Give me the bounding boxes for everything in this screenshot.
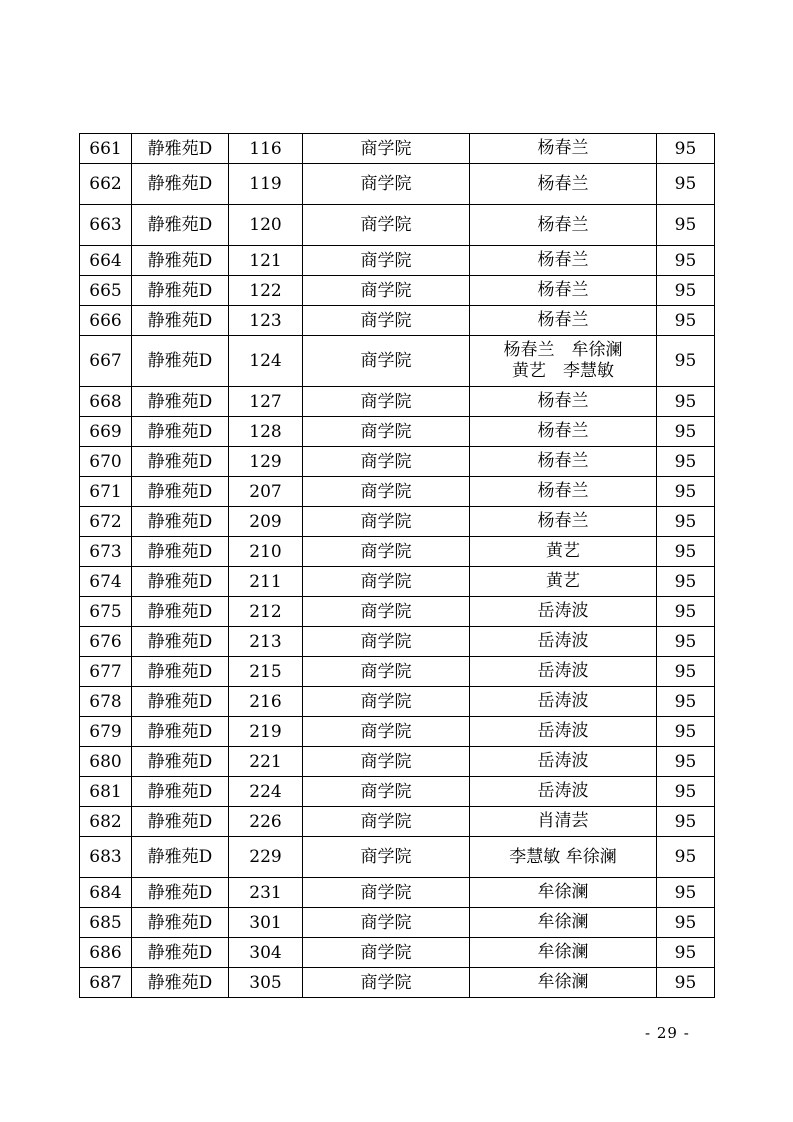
inspector-names-cell <box>470 717 657 747</box>
row-number-cell: 687 <box>80 968 132 998</box>
score-cell: 95 <box>657 164 715 205</box>
inspector-names-line: 杨春兰 <box>537 138 589 158</box>
inspector-names-cell <box>470 657 657 687</box>
building-cell: 静雅苑D <box>132 336 229 387</box>
room-number-cell: 120 <box>229 205 303 246</box>
score-cell: 95 <box>657 837 715 878</box>
table-row <box>80 657 715 687</box>
building-cell: 静雅苑D <box>132 567 229 597</box>
row-number-cell: 663 <box>80 205 132 246</box>
inspector-names-cell <box>470 537 657 567</box>
table-row <box>80 687 715 717</box>
room-number-cell: 216 <box>229 687 303 717</box>
dormitory-score-table-wrapper <box>79 133 714 998</box>
inspector-names-cell <box>470 878 657 908</box>
room-number-cell: 210 <box>229 537 303 567</box>
score-cell: 95 <box>657 777 715 807</box>
row-number-cell: 664 <box>80 246 132 276</box>
building-cell: 静雅苑D <box>132 938 229 968</box>
table-row <box>80 276 715 306</box>
inspector-names-cell <box>470 276 657 306</box>
inspector-names-line: 岳涛波 <box>537 661 589 681</box>
score-cell: 95 <box>657 567 715 597</box>
inspector-names-cell <box>470 336 657 387</box>
inspector-names-line: 牟徐澜 <box>537 942 589 962</box>
building-cell: 静雅苑D <box>132 417 229 447</box>
room-number-cell: 212 <box>229 597 303 627</box>
building-cell: 静雅苑D <box>132 717 229 747</box>
score-cell: 95 <box>657 246 715 276</box>
inspector-names-line: 牟徐澜 <box>537 912 589 932</box>
table-row <box>80 306 715 336</box>
inspector-names-line: 杨春兰 <box>537 280 589 300</box>
score-cell: 95 <box>657 938 715 968</box>
row-number-cell: 662 <box>80 164 132 205</box>
row-number-cell: 670 <box>80 447 132 477</box>
inspector-names-line: 黄艺 <box>546 571 580 591</box>
table-row <box>80 968 715 998</box>
inspector-names-cell <box>470 306 657 336</box>
table-row <box>80 477 715 507</box>
score-cell: 95 <box>657 306 715 336</box>
inspector-names-line: 黄艺 李慧敏 <box>512 361 614 381</box>
score-cell: 95 <box>657 205 715 246</box>
building-cell: 静雅苑D <box>132 597 229 627</box>
table-row <box>80 447 715 477</box>
row-number-cell: 675 <box>80 597 132 627</box>
building-cell: 静雅苑D <box>132 246 229 276</box>
college-cell: 商学院 <box>303 567 470 597</box>
room-number-cell: 116 <box>229 134 303 164</box>
room-number-cell: 127 <box>229 387 303 417</box>
building-cell: 静雅苑D <box>132 387 229 417</box>
room-number-cell: 304 <box>229 938 303 968</box>
score-cell: 95 <box>657 908 715 938</box>
college-cell: 商学院 <box>303 837 470 878</box>
college-cell: 商学院 <box>303 477 470 507</box>
table-row <box>80 246 715 276</box>
table-row <box>80 938 715 968</box>
inspector-names-line: 杨春兰 <box>537 214 589 235</box>
college-cell: 商学院 <box>303 657 470 687</box>
room-number-cell: 219 <box>229 717 303 747</box>
score-cell: 95 <box>657 597 715 627</box>
building-cell: 静雅苑D <box>132 747 229 777</box>
score-cell: 95 <box>657 417 715 447</box>
room-number-cell: 213 <box>229 627 303 657</box>
building-cell: 静雅苑D <box>132 777 229 807</box>
inspector-names-cell <box>470 417 657 447</box>
college-cell: 商学院 <box>303 306 470 336</box>
table-row <box>80 627 715 657</box>
inspector-names-line: 杨春兰 <box>537 481 589 501</box>
college-cell: 商学院 <box>303 387 470 417</box>
inspector-names-cell <box>470 908 657 938</box>
building-cell: 静雅苑D <box>132 134 229 164</box>
room-number-cell: 124 <box>229 336 303 387</box>
score-cell: 95 <box>657 627 715 657</box>
building-cell: 静雅苑D <box>132 627 229 657</box>
row-number-cell: 685 <box>80 908 132 938</box>
building-cell: 静雅苑D <box>132 657 229 687</box>
row-number-cell: 673 <box>80 537 132 567</box>
room-number-cell: 119 <box>229 164 303 205</box>
college-cell: 商学院 <box>303 717 470 747</box>
row-number-cell: 681 <box>80 777 132 807</box>
room-number-cell: 129 <box>229 447 303 477</box>
inspector-names-line: 杨春兰 <box>537 451 589 471</box>
college-cell: 商学院 <box>303 246 470 276</box>
college-cell: 商学院 <box>303 908 470 938</box>
college-cell: 商学院 <box>303 537 470 567</box>
inspector-names-cell <box>470 387 657 417</box>
table-row <box>80 878 715 908</box>
table-row <box>80 134 715 164</box>
college-cell: 商学院 <box>303 597 470 627</box>
room-number-cell: 122 <box>229 276 303 306</box>
inspector-names-line: 牟徐澜 <box>537 972 589 992</box>
inspector-names-line: 黄艺 <box>546 541 580 561</box>
building-cell: 静雅苑D <box>132 306 229 336</box>
inspector-names-line: 岳涛波 <box>537 751 589 771</box>
room-number-cell: 211 <box>229 567 303 597</box>
score-cell: 95 <box>657 657 715 687</box>
inspector-names-line: 杨春兰 牟徐澜 <box>503 340 623 360</box>
row-number-cell: 679 <box>80 717 132 747</box>
inspector-names-cell <box>470 777 657 807</box>
inspector-names-cell <box>470 507 657 537</box>
page-number: - 29 - <box>645 1024 690 1042</box>
inspector-names-line: 杨春兰 <box>537 391 589 411</box>
table-row <box>80 507 715 537</box>
inspector-names-line: 杨春兰 <box>537 250 589 270</box>
college-cell: 商学院 <box>303 447 470 477</box>
room-number-cell: 207 <box>229 477 303 507</box>
room-number-cell: 229 <box>229 837 303 878</box>
room-number-cell: 123 <box>229 306 303 336</box>
row-number-cell: 683 <box>80 837 132 878</box>
inspector-names-cell <box>470 687 657 717</box>
building-cell: 静雅苑D <box>132 878 229 908</box>
score-cell: 95 <box>657 687 715 717</box>
college-cell: 商学院 <box>303 627 470 657</box>
row-number-cell: 666 <box>80 306 132 336</box>
building-cell: 静雅苑D <box>132 276 229 306</box>
table-row <box>80 747 715 777</box>
row-number-cell: 686 <box>80 938 132 968</box>
inspector-names-cell <box>470 134 657 164</box>
room-number-cell: 121 <box>229 246 303 276</box>
row-number-cell: 684 <box>80 878 132 908</box>
room-number-cell: 305 <box>229 968 303 998</box>
row-number-cell: 676 <box>80 627 132 657</box>
inspector-names-cell <box>470 968 657 998</box>
inspector-names-line: 岳涛波 <box>537 631 589 651</box>
building-cell: 静雅苑D <box>132 477 229 507</box>
row-number-cell: 677 <box>80 657 132 687</box>
table-row <box>80 164 715 205</box>
building-cell: 静雅苑D <box>132 687 229 717</box>
inspector-names-line: 岳涛波 <box>537 601 589 621</box>
row-number-cell: 674 <box>80 567 132 597</box>
table-row <box>80 336 715 387</box>
inspector-names-cell <box>470 447 657 477</box>
score-cell: 95 <box>657 134 715 164</box>
building-cell: 静雅苑D <box>132 968 229 998</box>
row-number-cell: 682 <box>80 807 132 837</box>
inspector-names-cell <box>470 205 657 246</box>
dormitory-score-table <box>79 133 715 998</box>
college-cell: 商学院 <box>303 938 470 968</box>
college-cell: 商学院 <box>303 205 470 246</box>
inspector-names-cell <box>470 164 657 205</box>
table-row <box>80 387 715 417</box>
college-cell: 商学院 <box>303 777 470 807</box>
table-row <box>80 908 715 938</box>
building-cell: 静雅苑D <box>132 164 229 205</box>
inspector-names-line: 肖清芸 <box>537 811 589 831</box>
row-number-cell: 672 <box>80 507 132 537</box>
inspector-names-line: 杨春兰 <box>537 511 589 531</box>
row-number-cell: 668 <box>80 387 132 417</box>
table-row <box>80 807 715 837</box>
inspector-names-cell <box>470 837 657 878</box>
score-cell: 95 <box>657 747 715 777</box>
score-cell: 95 <box>657 336 715 387</box>
inspector-names-cell <box>470 747 657 777</box>
college-cell: 商学院 <box>303 507 470 537</box>
college-cell: 商学院 <box>303 417 470 447</box>
college-cell: 商学院 <box>303 336 470 387</box>
inspector-names-line: 牟徐澜 <box>537 882 589 902</box>
room-number-cell: 224 <box>229 777 303 807</box>
college-cell: 商学院 <box>303 134 470 164</box>
score-cell: 95 <box>657 968 715 998</box>
inspector-names-line: 岳涛波 <box>537 691 589 711</box>
room-number-cell: 128 <box>229 417 303 447</box>
inspector-names-line: 李慧敏 牟徐澜 <box>509 846 617 867</box>
college-cell: 商学院 <box>303 807 470 837</box>
inspector-names-cell <box>470 938 657 968</box>
room-number-cell: 215 <box>229 657 303 687</box>
college-cell: 商学院 <box>303 687 470 717</box>
building-cell: 静雅苑D <box>132 507 229 537</box>
inspector-names-cell <box>470 597 657 627</box>
table-row <box>80 717 715 747</box>
building-cell: 静雅苑D <box>132 908 229 938</box>
inspector-names-cell <box>470 477 657 507</box>
room-number-cell: 209 <box>229 507 303 537</box>
inspector-names-line: 杨春兰 <box>537 310 589 330</box>
college-cell: 商学院 <box>303 878 470 908</box>
room-number-cell: 231 <box>229 878 303 908</box>
score-cell: 95 <box>657 477 715 507</box>
table-row <box>80 205 715 246</box>
row-number-cell: 671 <box>80 477 132 507</box>
college-cell: 商学院 <box>303 968 470 998</box>
inspector-names-cell <box>470 627 657 657</box>
table-row <box>80 417 715 447</box>
inspector-names-cell <box>470 567 657 597</box>
room-number-cell: 301 <box>229 908 303 938</box>
inspector-names-cell <box>470 246 657 276</box>
row-number-cell: 661 <box>80 134 132 164</box>
building-cell: 静雅苑D <box>132 447 229 477</box>
row-number-cell: 667 <box>80 336 132 387</box>
table-row <box>80 777 715 807</box>
college-cell: 商学院 <box>303 276 470 306</box>
table-body <box>80 134 715 998</box>
building-cell: 静雅苑D <box>132 537 229 567</box>
table-row <box>80 837 715 878</box>
building-cell: 静雅苑D <box>132 205 229 246</box>
row-number-cell: 680 <box>80 747 132 777</box>
room-number-cell: 226 <box>229 807 303 837</box>
room-number-cell: 221 <box>229 747 303 777</box>
building-cell: 静雅苑D <box>132 807 229 837</box>
table-row <box>80 597 715 627</box>
score-cell: 95 <box>657 276 715 306</box>
inspector-names-cell <box>470 807 657 837</box>
table-row <box>80 537 715 567</box>
building-cell: 静雅苑D <box>132 837 229 878</box>
score-cell: 95 <box>657 447 715 477</box>
inspector-names-line: 岳涛波 <box>537 721 589 741</box>
inspector-names-line: 杨春兰 <box>537 421 589 441</box>
row-number-cell: 678 <box>80 687 132 717</box>
row-number-cell: 665 <box>80 276 132 306</box>
score-cell: 95 <box>657 807 715 837</box>
score-cell: 95 <box>657 387 715 417</box>
score-cell: 95 <box>657 507 715 537</box>
college-cell: 商学院 <box>303 747 470 777</box>
table-row <box>80 567 715 597</box>
score-cell: 95 <box>657 717 715 747</box>
row-number-cell: 669 <box>80 417 132 447</box>
score-cell: 95 <box>657 878 715 908</box>
inspector-names-line: 岳涛波 <box>537 781 589 801</box>
score-cell: 95 <box>657 537 715 567</box>
college-cell: 商学院 <box>303 164 470 205</box>
inspector-names-line: 杨春兰 <box>537 173 589 194</box>
